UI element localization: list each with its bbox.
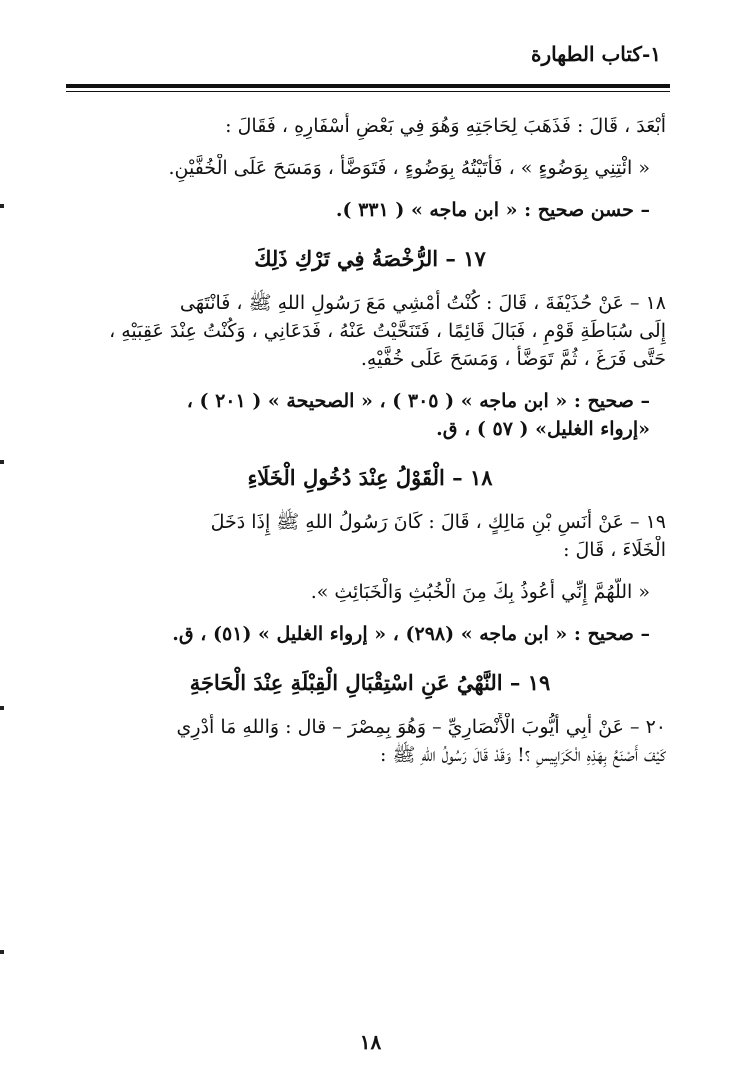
section-heading: ١٩ – النَّهْيُ عَنِ اسْتِقْبَالِ الْقِبْلَةِ عِنْدَ الْحَاجَةِ — [189, 670, 551, 695]
text-line: الْخَلَاءَ ، قَالَ : — [563, 539, 666, 561]
text-line: ٢٠ – عَنْ أَبِي أَيُّوبَ الْأَنْصَارِيِّ – وَهُوَ بِمِصْرَ – قال : وَاللهِ مَا أَدْرِي — [176, 716, 666, 738]
text-line: « ائْتِنِي بِوَضُوءٍ » ، فَأَتَيْتُهُ بِوَضُوءٍ ، فَتَوَضَّأَ ، وَمَسَحَ عَلَى الْخُفَّيْنِ. — [168, 157, 650, 179]
text-line: – صحيح : « ابن ماجه » ( ٣٠٥ ) ، « الصحيحة » ( ٢٠١ ) ، — [186, 390, 650, 412]
hadith-text — [74, 112, 666, 140]
margin-mark — [0, 460, 4, 464]
text-line: ١٩ – عَنْ أَنَسِ بْنِ مَالِكٍ ، قَالَ : كَانَ رَسُولُ اللهِ ﷺ إِذَا دَخَلَ — [210, 511, 666, 533]
margin-mark — [0, 706, 4, 710]
margin-mark — [0, 950, 4, 954]
hadith-grading — [74, 620, 666, 648]
hadith-text — [74, 508, 666, 564]
text-line: – حسن صحيح : « ابن ماجه » ( ٣٣١ ). — [335, 199, 650, 221]
header-rule-thick — [66, 84, 670, 88]
hadith-text — [74, 289, 666, 373]
page-number: ١٨ — [359, 1030, 382, 1054]
text-line: إِلَى سُبَاطَةِ قَوْمٍ ، فَبَالَ قَائِمًا ، فَتَنَحَّيْتُ عَنْهُ ، فَدَعَانِي ، وَكُنْتُ عِنْدَ عَقِبَيْهِ ، — [109, 320, 666, 342]
section-heading: ١٨ – الْقَوْلُ عِنْدَ دُخُولِ الْخَلَاءِ — [247, 465, 493, 490]
text-line: كَيْفَ أَصْنَعُ بِهَذِهِ الْكَرَايِيسِ ؟! وَقَدْ قَالَ رَسُولُ اللهِ ﷺ : — [380, 744, 666, 766]
page-body — [74, 112, 666, 783]
running-header: ١-كتاب الطهارة — [531, 42, 661, 66]
text-line: «إرواء الغليل» ( ٥٧ ) ، ق. — [436, 418, 650, 440]
text-line: حَتَّى فَرَغَ ، ثُمَّ تَوَضَّأَ ، وَمَسَحَ عَلَى خُفَّيْهِ. — [360, 348, 666, 370]
text-line: « اللَّهُمَّ إِنِّي أَعُوذُ بِكَ مِنَ الْخُبُثِ وَالْخَبَائِثِ ». — [310, 581, 650, 603]
hadith-text — [74, 713, 666, 769]
margin-mark — [0, 204, 4, 208]
section-heading: ١٧ – الرُّخْصَةُ فِي تَرْكِ ذَلِكَ — [254, 246, 486, 271]
hadith-grading — [74, 387, 666, 443]
text-line: ١٨ – عَنْ حُذَيْفَةَ ، قَالَ : كُنْتُ أَمْشِي مَعَ رَسُولِ اللهِ ﷺ ، فَانْتَهَى — [179, 292, 666, 314]
hadith-quote — [74, 154, 666, 182]
hadith-grading — [74, 196, 666, 224]
text-line: – صحيح : « ابن ماجه » (٢٩٨) ، « إرواء الغليل » (٥١) ، ق. — [172, 623, 650, 645]
header-rule-thin — [66, 91, 670, 92]
text-line: أَبْعَدَ ، قَالَ : فَذَهَبَ لِحَاجَتِهِ وَهُوَ فِي بَعْضِ أَسْفَارِهِ ، فَقَالَ : — [225, 115, 666, 137]
hadith-quote — [74, 578, 666, 606]
